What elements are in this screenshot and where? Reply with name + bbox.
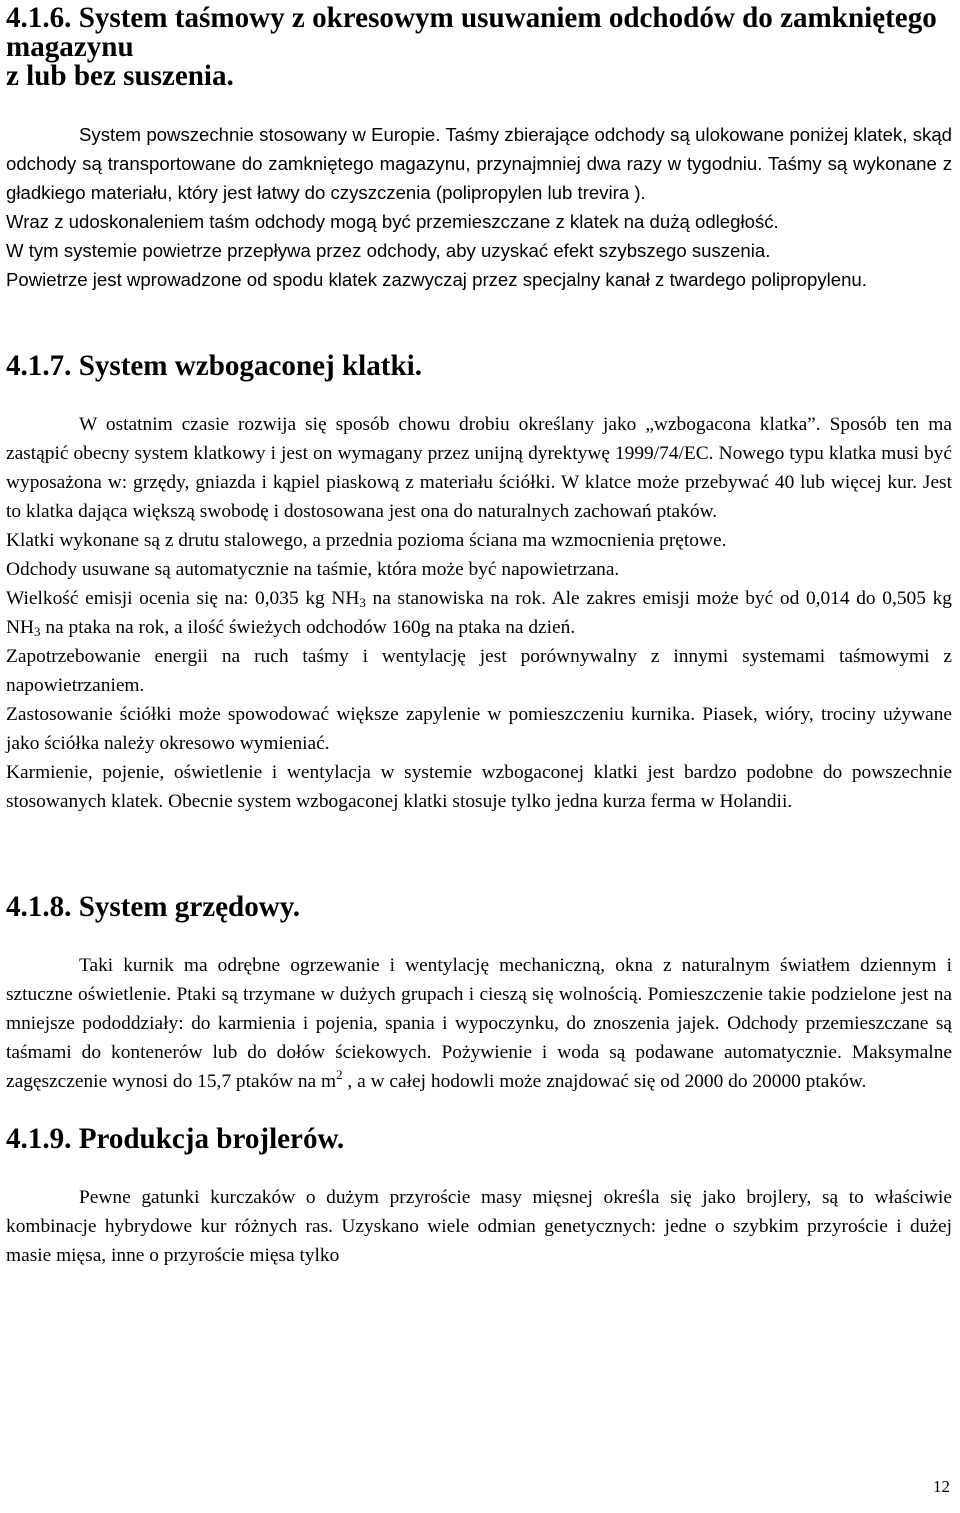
paragraph: Karmienie, pojenie, oświetlenie i wentylacja w systemie wzbogaconej klatki jest bardzo podobne do powszechnie stosowanych klatek. Obecnie system wzbogaconej klatki stosuje tylko jedna kurza ferma w Holandii. <box>6 762 952 812</box>
section-heading-4-1-9: 4.1.9. Produkcja brojlerów. <box>6 1123 345 1155</box>
paragraph: Klatki wykonane są z drutu stalowego, a przednia pozioma ściana ma wzmocnienia prętowe. <box>6 530 727 551</box>
heading-line-2: z lub bez suszenia. <box>6 60 234 92</box>
paragraph: System powszechnie stosowany w Europie. Taśmy zbierające odchody są ulokowane poniżej klatek, skąd odchody są transportowane do zamkniętego magazynu, przynajmniej dwa razy w tygodniu. Taśmy są wykonane z gładkiego materiału, który jest łatwy do czyszczenia (polipropylen lub trevira ). <box>6 124 952 203</box>
paragraph: Zastosowanie ściółki może spowodować większe zapylenie w pomieszczeniu kurnika. Piasek, wióry, trociny używane jako ściółka należy okresowo wymieniać. <box>6 704 952 754</box>
paragraph-emissions: Wielkość emisji ocenia się na: 0,035 kg $NH_3$ na stanowiska na rok. Ale zakres emisji może być od 0,014 do 0,505 kg $NH_3$ na ptaka na rok, a ilość świeżych odchodów 160g na ptaka na dzień. <box>6 588 952 639</box>
section-heading-4-1-6 <box>6 4 952 91</box>
paragraph: Zapotrzebowanie energii na ruch taśmy i wentylację jest porównywalny z innymi systemami taśmowymi z napowietrzaniem. <box>6 646 952 696</box>
heading-line-1: 4.1.6. System taśmowy z okresowym usuwaniem odchodów do zamkniętego magazynu <box>6 2 937 63</box>
paragraph: Wraz z udoskonaleniem taśm odchody mogą być przemieszczane z klatek na dużą odległość. <box>6 211 779 232</box>
paragraph: Odchody usuwane są automatycznie na taśmie, która może być napowietrzana. <box>6 559 620 580</box>
paragraph: Powietrze jest wprowadzone od spodu klatek zazwyczaj przez specjalny kanał z twardego polipropylenu. <box>6 269 867 290</box>
section-heading-4-1-7: 4.1.7. System wzbogaconej klatki. <box>6 350 422 382</box>
paragraph: Pewne gatunki kurczaków o dużym przyroście masy mięsnej określa się jako brojlery, są to właściwie kombinacje hybrydowe kur różnych ras. Uzyskano wiele odmian genetycznych: jedne o szybkim przyroście i dużej masie mięsa, inne o przyroście mięsa tylko <box>6 1187 952 1266</box>
paragraph: W tym systemie powietrze przepływa przez odchody, aby uzyskać efekt szybszego suszenia. <box>6 240 771 261</box>
paragraph-density: Taki kurnik ma odrębne ogrzewanie i wentylację mechaniczną, okna z naturalnym światłem dziennym i sztuczne oświetlenie. Ptaki są trzymane w dużych grupach i cieszą się wolnością. Pomieszczenie takie podzielone jest na mniejsze pododdziały: do karmienia i pojenia, spania i wypoczynku, do znoszenia jajek. Odchody przemieszczane są taśmami do kontenerów lub do dołów ściekowych. Pożywienie i woda są podawane automatycznie. Maksymalne zagęszczenie wynosi do 15,7 ptaków na $m^2$ , a w całej hodowli może znajdować się od 2000 do 20000 ptaków. <box>6 955 952 1092</box>
page-number: 12 <box>933 1477 950 1496</box>
section-heading-4-1-8: 4.1.8. System grzędowy. <box>6 891 300 923</box>
paragraph: W ostatnim czasie rozwija się sposób chowu drobiu określany jako „wzbogacona klatka”. Sposób ten ma zastąpić obecny system klatkowy i jest on wymagany przez unijną dyrektywę 1999/74/EC. Nowego typu klatka musi być wyposażona w: grzędy, gniazda i kąpiel piaskową z materiału ściółki. W klatce może przebywać 40 lub więcej kur. Jest to klatka dająca większą swobodę i dostosowana jest ona do naturalnych zachowań ptaków. <box>6 414 952 522</box>
